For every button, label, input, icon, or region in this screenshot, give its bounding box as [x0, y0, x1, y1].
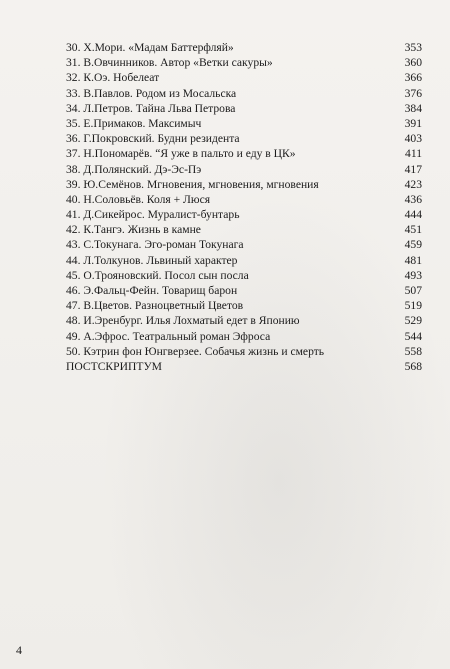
toc-entry-title: 49. А.Эфрос. Театральный роман Эфроса — [66, 329, 271, 343]
toc-entry — [66, 359, 422, 374]
toc-entry-page: 436 — [404, 192, 422, 206]
toc-entry-page: 411 — [405, 147, 422, 161]
toc-entry — [66, 253, 422, 268]
toc-entry-title: 40. Н.Соловьёв. Коля + Люся — [66, 192, 211, 206]
toc-entry-page: 444 — [404, 208, 422, 222]
toc-entry-page: 459 — [404, 238, 422, 252]
page-number: 4 — [16, 643, 22, 657]
toc-entry-title: 38. Д.Полянский. Дэ-Эс-Пэ — [66, 162, 202, 176]
toc-entry-page: 391 — [404, 116, 422, 130]
toc-entry — [66, 283, 422, 298]
toc-entry-page: 544 — [404, 329, 422, 343]
toc-entry-page: 376 — [404, 86, 422, 100]
toc-entry-page: 481 — [404, 253, 422, 267]
toc-entry-page: 417 — [404, 162, 422, 176]
toc-entry-title: 41. Д.Сикейрос. Муралист-бунтарь — [66, 208, 240, 222]
toc-entry — [66, 146, 422, 161]
toc-entry — [66, 329, 422, 344]
toc-entry-page: 451 — [404, 223, 422, 237]
toc-entry-title: 33. В.Павлов. Родом из Мосальска — [66, 86, 237, 100]
toc-entry-title: 48. И.Эренбург. Илья Лохматый едет в Японию — [66, 314, 300, 328]
toc-entry-page: 366 — [404, 71, 422, 85]
toc-entry-page: 558 — [404, 344, 422, 358]
toc-entry-page: 384 — [404, 101, 422, 115]
toc-entry — [66, 86, 422, 101]
toc-entry-page: 353 — [404, 41, 422, 54]
toc-entry-title: 45. О.Трояновский. Посол сын посла — [66, 268, 249, 282]
toc-entry — [66, 131, 422, 146]
toc-entry-title: 39. Ю.Семёнов. Мгновения, мгновения, мгновения — [66, 177, 319, 191]
toc-entry — [66, 116, 422, 131]
toc-entry-page: 568 — [404, 359, 422, 373]
toc-entry-title: 47. В.Цветов. Разноцветный Цветов — [66, 299, 244, 313]
toc-entry — [66, 313, 422, 328]
toc-entry — [66, 40, 422, 55]
toc-entry-title: 34. Л.Петров. Тайна Льва Петрова — [66, 101, 236, 115]
toc-entry — [66, 207, 422, 222]
toc-entry — [66, 55, 422, 70]
toc-entry-page: 423 — [404, 177, 422, 191]
toc-entry-page: 360 — [404, 56, 422, 70]
toc-entry — [66, 298, 422, 313]
toc-entry — [66, 222, 422, 237]
toc-entry-title: 31. В.Овчинников. Автор «Ветки сакуры» — [66, 56, 273, 70]
toc-entry — [66, 237, 422, 252]
toc-entry — [66, 101, 422, 116]
toc-entry-title: 50. Кэтрин фон Юнгверзее. Собачья жизнь и смерть — [66, 344, 325, 358]
toc-entry-page: 403 — [404, 132, 422, 146]
toc-entry — [66, 70, 422, 85]
toc-entry-page: 507 — [404, 284, 422, 297]
toc-entry-title: 30. Х.Мори. «Мадам Баттерфляй» — [66, 41, 234, 54]
toc-entry — [66, 344, 422, 359]
toc-entry-title: 43. С.Токунага. Эго-роман Токунага — [66, 238, 244, 252]
toc-entry-title: 36. Г.Покровский. Будни резидента — [66, 132, 240, 146]
toc-entry-page: 529 — [404, 314, 422, 328]
toc-entry — [66, 192, 422, 207]
toc-entry-page: 493 — [404, 268, 422, 282]
toc-entry-title: 46. Э.Фальц-Фейн. Товарищ барон — [66, 284, 238, 297]
toc-entry-title: 37. Н.Пономарёв. “Я уже в пальто и еду в ЦК» — [66, 147, 296, 161]
toc-entry — [66, 162, 422, 177]
toc-entry-title: 44. Л.Толкунов. Львиный характер — [66, 253, 238, 267]
toc-entry-title: ПОСТСКРИПТУМ — [66, 359, 162, 373]
toc-entry — [66, 268, 422, 283]
toc-entry-title: 35. Е.Примаков. Максимыч — [66, 116, 202, 130]
toc-entry — [66, 177, 422, 192]
toc-entry-title: 42. К.Тангэ. Жизнь в камне — [66, 223, 201, 237]
table-of-contents — [66, 40, 422, 374]
toc-entry-title: 32. К.Оэ. Нобелеат — [66, 71, 160, 85]
toc-entry-page: 519 — [404, 299, 422, 313]
